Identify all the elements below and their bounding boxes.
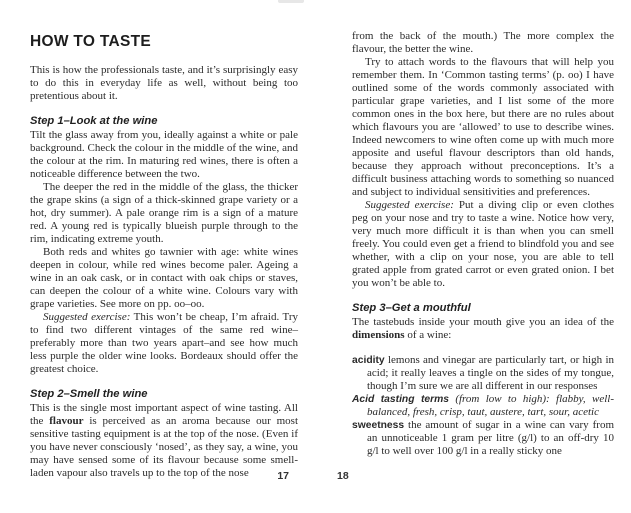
left-page-body [30,64,298,480]
text-run: This won’t be cheap, I’m afraid. Try to find two different vintages of the same red wine–preferably more than two years apart–and see how much less purple the older wine looks. Bordeaux should offer the greatest choice. [30,311,298,375]
right-page [352,30,614,458]
paragraph [30,181,298,246]
text-run: dimensions [352,329,405,341]
definition-item [352,419,614,458]
paragraph [352,30,614,56]
paragraph [352,199,614,290]
text-run: flavour [49,415,84,427]
text-run: acidity [352,355,385,366]
text-run: This is how the professionals taste, and it’s surprisingly easy to do this in everyday life as well, without being too pretentious about it. [30,64,298,102]
paragraph [30,129,298,181]
text-run: Step 2–Smell the wine [30,388,148,400]
text-run: This is the single most important aspect of wine tasting. All the [30,402,298,427]
text-run: Try to attach words to the flavours that will help you remember them. In ‘Common tasting terms’ (p. oo) I have outlined some of the words commonly associated with particular grape varieties, and I list some of the more common ones in the box here, but there are no rules about which flavours you are ‘allowed’ to use to describe wines. Indeed newcomers to wine often come up with much more apposite and useful flavour descriptors than old hands, because they approach without preconceptions. It’s a difficult business attaching words to something so nuanced and subject to individual sensitivities and preferences. [352,56,614,198]
text-run: from the back of the mouth.) The more complex the flavour, the better the wine. [352,30,614,55]
text-run: Step 1–Look at the wine [30,115,158,127]
text-run: Tilt the glass away from you, ideally against a white or pale background. Check the colour in the middle of the wine, and the colour at the rim. In maturing red wines, there is often a noticeable difference between the two. [30,129,298,180]
text-run: sweetness [352,420,405,431]
left-page [30,33,298,480]
text-run: Suggested exercise: [365,199,454,211]
definition-item [352,393,614,419]
step-subheading [30,115,298,128]
paragraph [30,64,298,103]
text-run: The deeper the red in the middle of the glass, the thicker the grape skins (a sign of a thick-skinned grape variety or a hot, dry summer). A pale orange rim is a sign of a mature red. A young red is typically blueish purple through to the rim, indicating extreme youth. [30,181,298,245]
text-run: Step 3–Get a mouthful [352,302,471,314]
paragraph [30,246,298,311]
paragraph [352,56,614,199]
text-run: of a wine: [404,329,452,341]
paragraph [352,316,614,342]
text-run: (from low to high): flabby, well-balanced, fresh, crisp, taut, austere, tart, sour, acetic [367,393,614,418]
text-run: Put a diving clip or even clothes peg on your nose and try to taste a wine. Notice how very, very much more difficult it is than when you can smell freely. You could even get a friend to blindfold you and see whether, with a clip on your nose, you are able to tell grated apple from grated carrot or even grated onion. I bet you won’t be able to. [352,199,615,289]
text-run: Acid tasting terms [352,394,449,405]
page-number-right: 18 [337,470,349,482]
paragraph [30,402,298,480]
text-run: is perceived as an aroma because our most sensitive tasting equipment is at the top of the nose. (Even if you have never consciously ‘nosed’, as they say, a wine, you may have sensed some of its flavour because some smell-laden vapour also travels up to the top of the nose [30,415,298,479]
text-run: Suggested exercise: [43,311,131,323]
chapter-heading: HOW TO TASTE [30,33,151,50]
scan-artifact-mark [278,0,304,3]
step-subheading [352,302,614,315]
definition-item [352,354,614,393]
text-run: lemons and vinegar are particularly tart, or high in acid; it really leaves a tingle on the sides of my tongue, though I’m sure we are all different in our responses [367,354,614,392]
right-page-body [352,30,614,458]
paragraph [30,311,298,376]
text-run: The tastebuds inside your mouth give you an idea of the [352,316,614,328]
text-run: Both reds and whites go tawnier with age: white wines deepen in colour, while red wines become paler. Ageing a wine in an oak cask, or in contact with oak chips or staves, can deepen the colour of a white wine. Colours vary with grape varieties. See more on pp. oo–oo. [30,246,298,310]
text-run: the amount of sugar in a wine can vary from an unnoticeable 1 gram per litre (g/l) to an off-dry 10 g/l to well over 100 g/l in a really sticky one [367,419,614,457]
step-subheading [30,388,298,401]
page-number-left: 17 [277,470,289,482]
